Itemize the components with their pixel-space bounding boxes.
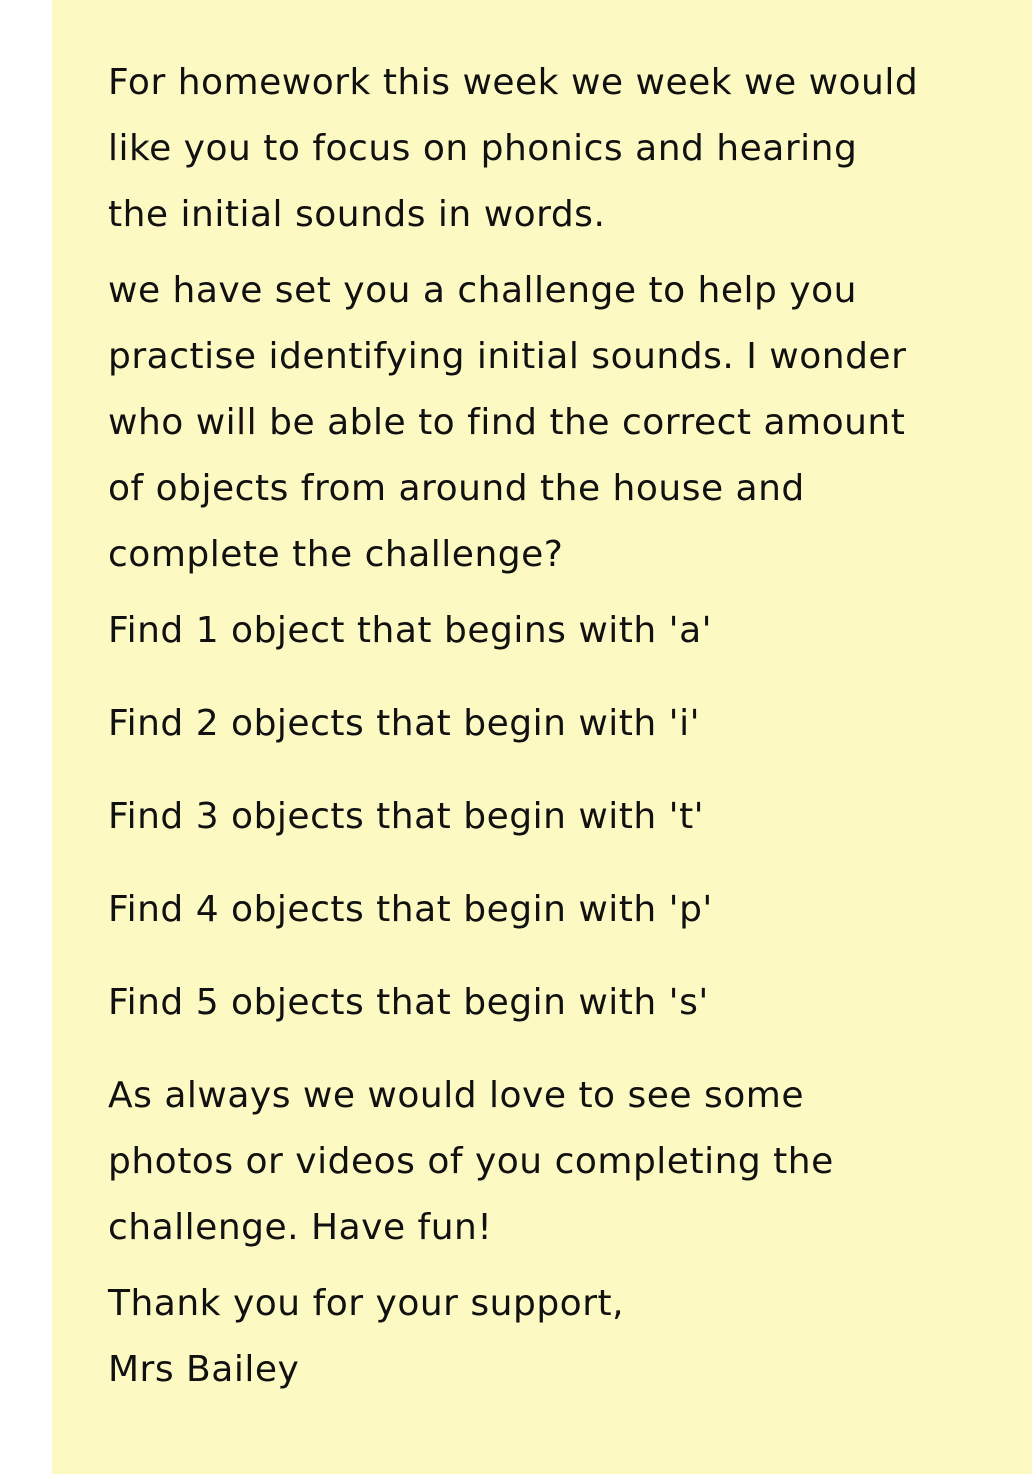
challenge-paragraph [108,258,1008,588]
intro-paragraph [108,50,1008,248]
task-list [108,598,1008,1036]
task-item: Find 2 objects that begin with 'i' [108,703,700,744]
closing-paragraph [108,1063,1008,1261]
intro-line: like you to focus on phonics and hearing [108,128,858,169]
task-item: Find 5 objects that begin with 's' [108,982,709,1023]
task-item: Find 1 object that begins with 'a' [108,610,713,651]
challenge-line: practise identifying initial sounds. I wonder [108,336,907,377]
note-card [52,0,1032,1474]
task-item: Find 4 objects that begin with 'p' [108,889,713,930]
closing-line: challenge. Have fun! [108,1207,493,1248]
challenge-line: complete the challenge? [108,534,564,575]
note-body [108,50,1008,1403]
signoff [108,1271,1008,1403]
challenge-line: of objects from around the house and [108,468,805,509]
challenge-line: who will be able to find the correct amount [108,402,906,443]
challenge-line: we have set you a challenge to help you [108,270,857,311]
closing-line: As always we would love to see some [108,1075,805,1116]
intro-line: the initial sounds in words. [108,194,606,235]
closing-line: photos or videos of you completing the [108,1141,834,1182]
task-item: Find 3 objects that begin with 't' [108,796,705,837]
signature-name: Mrs Bailey [108,1349,300,1390]
intro-line: For homework this week we week we would [108,62,919,103]
signoff-line: Thank you for your support, [108,1283,625,1324]
